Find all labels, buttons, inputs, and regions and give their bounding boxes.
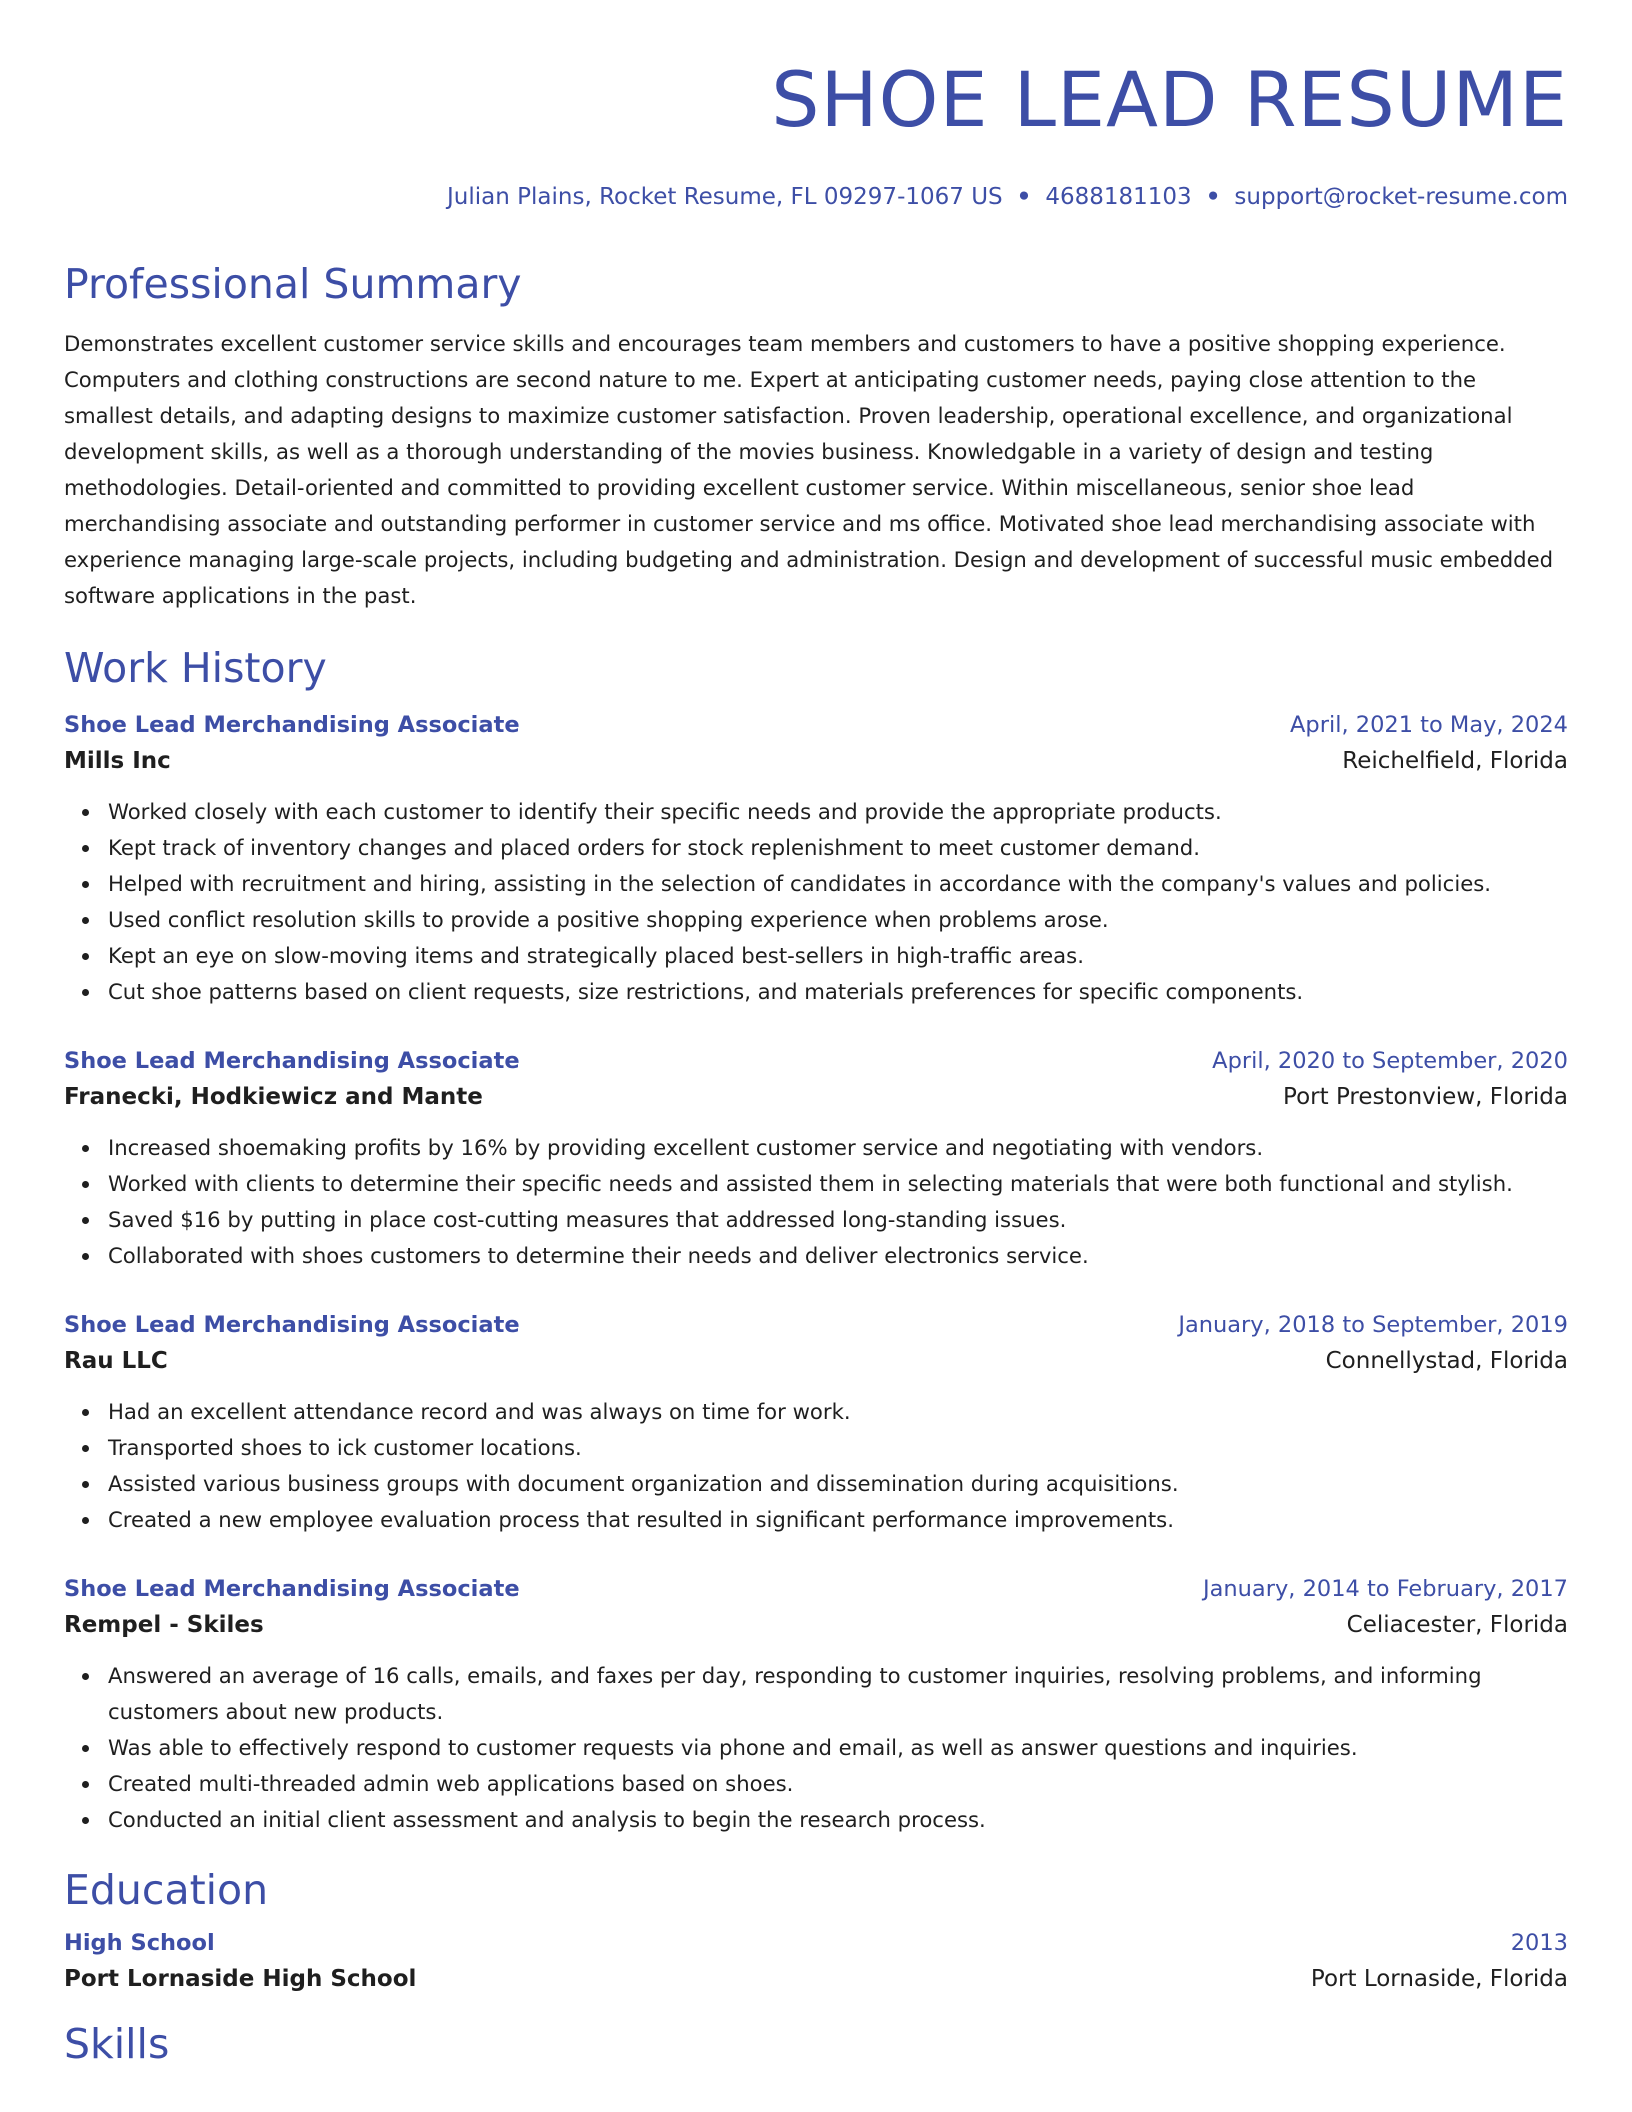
skills-section	[64, 2018, 1568, 2070]
company-name: Rempel - Skiles	[64, 1612, 264, 1638]
job-location: Reichelfield, Florida	[1342, 748, 1568, 774]
job-title: Shoe Lead Merchandising Associate	[64, 712, 520, 738]
degree: High School	[64, 1930, 215, 1956]
job-location: Port Prestonview, Florida	[1283, 1084, 1568, 1110]
job-entry	[64, 1308, 1568, 1538]
contact-line	[64, 182, 1568, 212]
separator-dot: •	[1205, 184, 1221, 210]
list-item: Used conflict resolution skills to provide a positive shopping experience when problems arose.	[108, 902, 1568, 938]
list-item: Created a new employee evaluation process that resulted in significant performance improvements.	[108, 1502, 1568, 1538]
list-item: Transported shoes to ick customer locations.	[108, 1430, 1568, 1466]
work-history-section	[64, 642, 1568, 1838]
professional-summary-section	[64, 258, 1568, 614]
company-name: Mills Inc	[64, 748, 171, 774]
job-bullets	[64, 794, 1568, 1010]
list-item: Worked closely with each customer to identify their specific needs and provide the appropriate products.	[108, 794, 1568, 830]
list-item: Created multi-threaded admin web applications based on shoes.	[108, 1766, 1568, 1802]
list-item: Collaborated with shoes customers to determine their needs and deliver electronics service.	[108, 1238, 1568, 1274]
job-dates: January, 2014 to February, 2017	[1202, 1576, 1568, 1602]
job-dates: April, 2021 to May, 2024	[1290, 712, 1568, 738]
summary-text: Demonstrates excellent customer service skills and encourages team members and customers to have a positive shopping experience. Computers and clothing constructions are second nature to me. Expert at anticipating customer needs, paying close attention to the smallest details, and adapting designs to maximize customer satisfaction. Proven leadership, operational excellence, and organizational development skills, as well as a thorough understanding of the movies business. Knowledgable in a variety of design and testing methodologies. Detail-oriented and committed to providing excellent customer service. Within miscellaneous, senior shoe lead merchandising associate and outstanding performer in customer service and ms office. Motivated shoe lead merchandising associate with experience managing large-scale projects, including budgeting and administration. Design and development of successful music embedded software applications in the past.	[64, 331, 1554, 608]
job-bullets	[64, 1394, 1568, 1538]
job-dates: April, 2020 to September, 2020	[1212, 1048, 1568, 1074]
list-item: Assisted various business groups with document organization and dissemination during acquisitions.	[108, 1466, 1568, 1502]
job-dates: January, 2018 to September, 2019	[1178, 1312, 1568, 1338]
job-location: Connellystad, Florida	[1325, 1348, 1568, 1374]
contact-email: support@rocket-resume.com	[1234, 184, 1568, 210]
company-name: Franecki, Hodkiewicz and Mante	[64, 1084, 483, 1110]
job-entry	[64, 1044, 1568, 1274]
section-heading: Skills	[64, 2020, 170, 2068]
list-item: Saved $16 by putting in place cost-cutting measures that addressed long-standing issues.	[108, 1202, 1568, 1238]
job-title: Shoe Lead Merchandising Associate	[64, 1312, 520, 1338]
school-name: Port Lornaside High School	[64, 1966, 417, 1992]
job-entry	[64, 708, 1568, 1010]
list-item: Kept track of inventory changes and placed orders for stock replenishment to meet customer demand.	[108, 830, 1568, 866]
job-title: Shoe Lead Merchandising Associate	[64, 1576, 520, 1602]
job-entry	[64, 1572, 1568, 1838]
list-item: Was able to effectively respond to customer requests via phone and email, as well as answer questions and inquiries.	[108, 1730, 1568, 1766]
contact-phone: 4688181103	[1045, 184, 1192, 210]
list-item: Cut shoe patterns based on client requests, size restrictions, and materials preferences for specific components.	[108, 974, 1568, 1010]
contact-address: Julian Plains, Rocket Resume, FL 09297-1067 US	[447, 184, 1003, 210]
list-item: Had an excellent attendance record and was always on time for work.	[108, 1394, 1568, 1430]
list-item: Increased shoemaking profits by 16% by providing excellent customer service and negotiating with vendors.	[108, 1130, 1568, 1166]
section-heading: Work History	[64, 644, 327, 692]
school-location: Port Lornaside, Florida	[1310, 1966, 1568, 1992]
job-location: Celiacester, Florida	[1346, 1612, 1568, 1638]
resume-header	[64, 0, 1568, 212]
education-section	[64, 1864, 1568, 1998]
resume-title: SHOE LEAD RESUME	[771, 55, 1568, 144]
list-item: Kept an eye on slow-moving items and strategically placed best-sellers in high-traffic areas.	[108, 938, 1568, 974]
graduation-year: 2013	[1510, 1930, 1568, 1956]
separator-dot: •	[1016, 184, 1032, 210]
list-item: Answered an average of 16 calls, emails, and faxes per day, responding to customer inquiries, resolving problems, and informing customers about new products.	[108, 1658, 1568, 1730]
list-item: Worked with clients to determine their specific needs and assisted them in selecting materials that were both functional and stylish.	[108, 1166, 1568, 1202]
section-heading: Professional Summary	[64, 260, 522, 308]
job-bullets	[64, 1658, 1568, 1838]
job-bullets	[64, 1130, 1568, 1274]
education-entry	[64, 1926, 1568, 1998]
company-name: Rau LLC	[64, 1348, 168, 1374]
job-title: Shoe Lead Merchandising Associate	[64, 1048, 520, 1074]
list-item: Helped with recruitment and hiring, assisting in the selection of candidates in accordance with the company's values and policies.	[108, 866, 1568, 902]
list-item: Conducted an initial client assessment and analysis to begin the research process.	[108, 1802, 1568, 1838]
section-heading: Education	[64, 1866, 269, 1914]
